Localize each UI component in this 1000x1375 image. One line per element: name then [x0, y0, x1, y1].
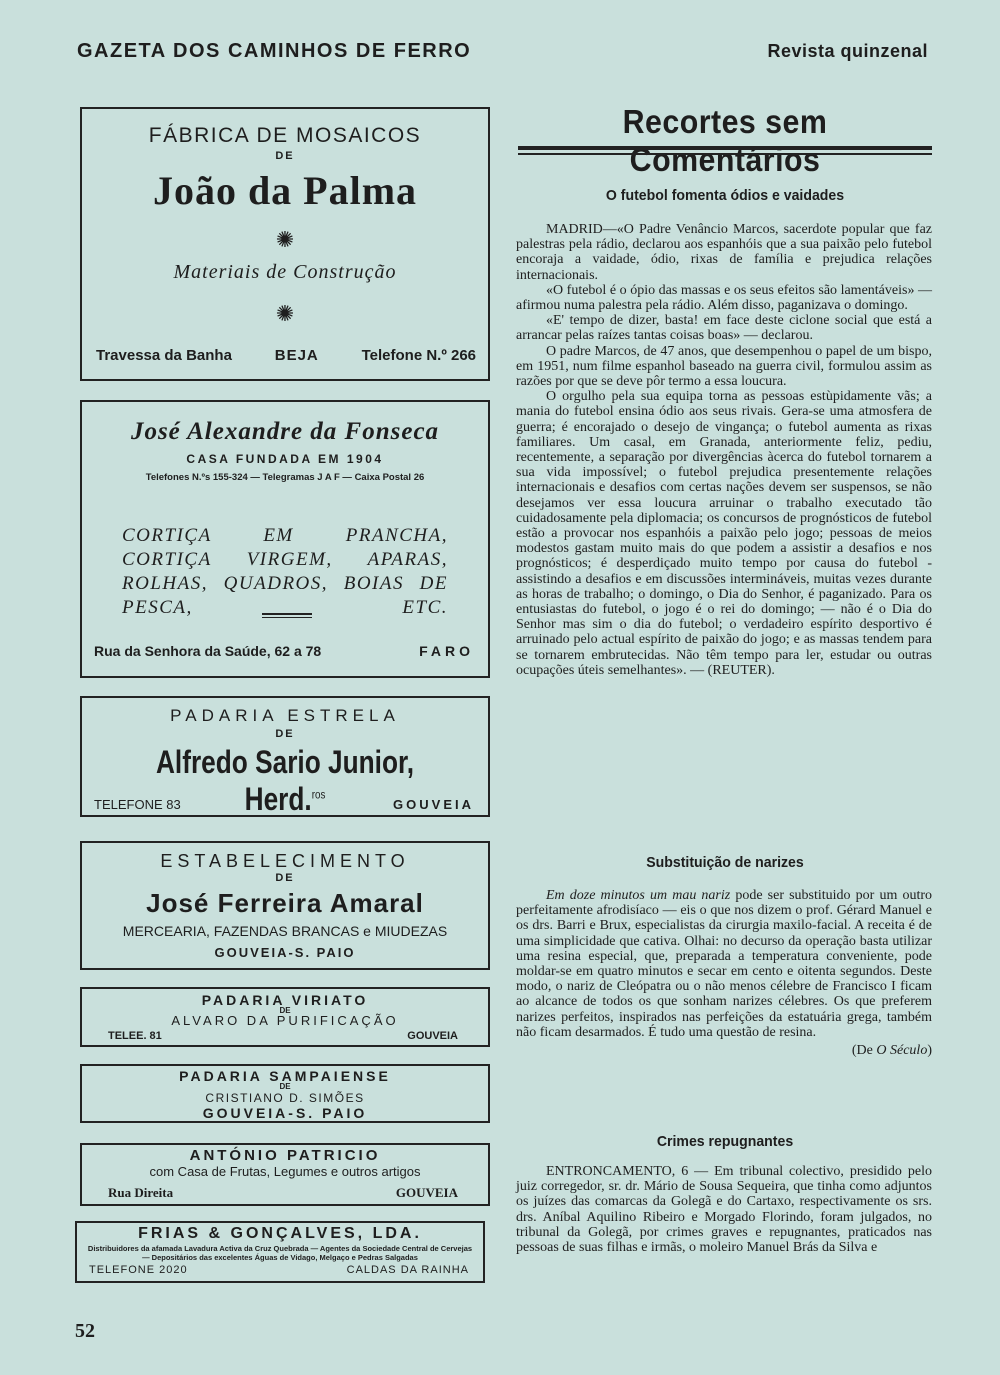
ad-mosaicos-address: Travessa da Banha: [96, 347, 232, 364]
ad-amaral: [80, 841, 490, 970]
article-title: Crimes repugnantes: [656, 1133, 794, 1150]
ad-fonseca-contacts: Telefones N.ºs 155-324 — Telegramas J A F — Caixa Postal 26: [145, 472, 425, 483]
ad-viriato-owner: ALVARO DA PURIFICAÇÃO: [171, 1013, 399, 1028]
column-title: Recortes sem Comentários: [622, 103, 828, 178]
journal-title: GAZETA DOS CAMINHOS DE FERRO: [77, 40, 472, 62]
article-lead: Em doze minutos um mau nariz: [546, 888, 731, 903]
ad-sampaiense-de: DE: [279, 1082, 291, 1091]
ad-sampaiense: [80, 1064, 490, 1123]
ad-amaral-name: José Ferreira Amaral: [146, 888, 424, 918]
ad-fonseca: [80, 400, 490, 678]
source-suffix: ): [927, 1043, 932, 1059]
ad-patricio-address: Rua Direita: [108, 1185, 174, 1200]
article-title: Substituição de narizes: [646, 854, 804, 871]
swirl-ornament-icon: ✺: [275, 301, 295, 326]
ad-frias-city: CALDAS DA RAINHA: [346, 1264, 469, 1276]
ad-frias-name: FRIAS & GONÇALVES, LDA.: [138, 1225, 422, 1242]
ad-patricio-name: ANTÓNIO PATRICIO: [189, 1147, 381, 1164]
ad-viriato-de: DE: [279, 1006, 291, 1015]
ad-patricio-products: com Casa de Frutas, Legumes e outros artigos: [149, 1164, 421, 1179]
ad-amaral-city: GOUVEIA-S. PAIO: [214, 945, 356, 960]
ad-amaral-products: MERCEARIA, FAZENDAS BRANCAS e MIUDEZAS: [122, 923, 448, 939]
divider: [262, 613, 312, 618]
article-paragraph: «O futebol é o ópio das massas e os seus efeitos são lamentáveis» — afirmou numa palestra pela rádio. Além disso, paganizava o domingo.: [516, 282, 932, 314]
article-body: [516, 1164, 932, 1255]
article-source: [516, 1043, 932, 1058]
ad-frias-line2: Distribuidores da afamada Lavadura Activa da Cruz Quebrada — Agentes da Sociedade Central de Cervejas — Depositários das excelentes Águas de Vidago, Melgaço e Pedras Salgadas: [87, 1244, 473, 1262]
ad-amaral-line1: ESTABELECIMENTO: [160, 851, 410, 871]
ad-fonseca-address: Rua da Senhora da Saúde, 62 a 78: [94, 643, 322, 659]
ad-fonseca-founded: CASA FUNDADA EM 1904: [186, 452, 384, 466]
ad-mosaicos-de: DE: [275, 150, 295, 162]
ad-estrela-de: DE: [275, 728, 295, 740]
ad-fonseca-products: CORTIÇA EM PRANCHA, CORTIÇA VIRGEM, APARAS, ROLHAS, QUADROS, BOIAS DE PESCA, ETC.: [122, 525, 448, 618]
article-body: [516, 888, 932, 1058]
ad-sampaiense-line1: PADARIA SAMPAIENSE: [179, 1068, 391, 1084]
ad-viriato-city: GOUVEIA: [407, 1030, 458, 1042]
ad-estrela-sup: ros: [311, 787, 326, 802]
article-paragraph: O padre Marcos, de 47 anos, que desempenhou o papel de um bispo, em 1951, num filme espanhol baseado na guerra civil, formulou assim as razões por que se deve pôr termo a essa loucura.: [516, 343, 932, 390]
article-paragraph: MADRID—«O Padre Venâncio Marcos, sacerdote popular que faz palestras pela rádio, declarou aos espanhóis que a sua paixão pelo futebol encoraja a vaidade, ódio, rixas de família e prejudica relações internacionais.: [516, 222, 932, 283]
ad-mosaicos-tagline: Materiais de Construção: [173, 261, 397, 283]
ad-fonseca-city: FARO: [419, 643, 474, 659]
divider: [518, 153, 932, 155]
ad-mosaicos-line1: FÁBRICA DE MOSAICOS: [148, 124, 422, 147]
ad-mosaicos-city: BEJA: [274, 347, 319, 364]
journal-subtitle: Revista quinzenal: [767, 41, 928, 61]
divider: [518, 146, 932, 150]
ad-estrela-phone: TELEFONE 83: [94, 797, 181, 812]
ad-viriato-phone: TELEE. 81: [108, 1030, 162, 1042]
ad-frias-phone: TELEFONE 2020: [89, 1264, 188, 1276]
article-body: [516, 222, 932, 678]
article-title: O futebol fomenta ódios e vaidades: [605, 187, 845, 204]
ad-viriato-line1: PADARIA VIRIATO: [201, 992, 369, 1008]
article-paragraph: [516, 888, 932, 1040]
swirl-ornament-icon: ✺: [275, 227, 295, 252]
ad-frias: [75, 1221, 485, 1283]
article-paragraph: «E' tempo de dizer, basta! em face deste ciclone social que está a arrancar pelas raízes tantas coisas boas» — declarou.: [516, 313, 932, 344]
article-text: pode ser substituido por um outro perfeitamente afrodisíaco — eis o que nos dizem o prof. Gérard Manuel e os drs. Barri e Brux, especialistas da cirurgia maxilo-facial. A receita é de uma simplicidade que cativa. Olhai: no decurso da operação basta utilizar uma resina especial, que, preparada a temperatura conveniente, pode moldar-se em quatro minutos e secar em cento e oitenta segundos. Deste modo, o nariz de Cleópatra ou o não menos célebre de Francisco I ficam ao alcance de todos os que sonham narizes célebres. Os que preferem narizes perfeitos, inspirados nas perfeições da estatuária grega, também não ficam desarmados. É tudo uma questão de resina.: [516, 888, 932, 1040]
article-paragraph: ENTRONCAMENTO, 6 — Em tribunal colectivo, presidido pelo juiz corregedor, sr. dr. Mário de Sousa Sequeira, que tinha como adjuntos os juízes das comarcas da Golegã e do Cartaxo, respectivamente os srs. drs. Aníbal Aquilino Ribeiro e Morgado Florindo, foram julgados, no tribunal da Golegã, por crimes graves e repugnantes, praticados nas pessoas de suas filhas e irmãs, o moleiro Manuel Brás da Silva e: [516, 1164, 932, 1256]
ad-estrela-name: Alfredo Sario Junior, Herd.: [155, 744, 415, 817]
ad-mosaicos-name: João da Palma: [152, 168, 418, 213]
source-prefix: (De: [851, 1043, 877, 1059]
ad-mosaicos-phone: Telefone N.º 266: [361, 347, 476, 364]
ad-amaral-de: DE: [275, 872, 295, 884]
article-paragraph: O orgulho pela sua equipa torna as pessoas estùpidamente vãs; a mania do futebol ensina ódio aos seus rivais. Gera-se uma atmosfera de guerra; é encorajado o desejo de vingança; o futebol aumenta as rixas familiares. Um casal, em Granada, anteriormente feliz, pediu, recentemente, a separação por divergências àcerca do futebol tornarem a sua vida impossível; o futebol prejudica presentemente relações internacionais e desafios com certas nações devem ser suspensos, se não desejamos ver essa loucura arruinar o trabalho executado tão cuidadosamente pela diplomacia; os concursos de prognósticos de futebol estão a provocar nos espanhóis a paixão pelo jogo; pessoas de meios modestos gastam muito mais do que podem a assistir a desafios e nos prognósticos; é desperdiçado muito tempo por causa do futebol - assistindo a desafios e em discussões intermináveis, muitas vezes durante as horas de trabalho; o domingo, o Dia do Senhor, é paganizado. Para os entusiastas do futebol, o jogo é o rei do domingo; — não é o Dia do Senhor mas sim o dia do futebol; o verdadeiro espírito desportivo é arruinado pelo actual espírito de paixão do jogo; e as massas tendem para se tornarem embrutecidas. Não têm tempo para ler, estudar ou outras ocupações úteis semelhantes». — (REUTER).: [516, 389, 932, 678]
ad-mosaicos: [80, 107, 490, 381]
ad-sampaiense-city: GOUVEIA-S. PAIO: [202, 1105, 368, 1121]
source-name: O Século: [876, 1043, 928, 1059]
ad-estrela-line1: PADARIA ESTRELA: [170, 706, 400, 725]
ad-patricio: [80, 1143, 490, 1206]
ad-fonseca-name: José Alexandre da Fonseca: [130, 418, 440, 445]
ad-estrela: [80, 696, 490, 817]
ad-sampaiense-owner: CRISTIANO D. SIMÕES: [205, 1091, 365, 1105]
ad-estrela-city: GOUVEIA: [393, 797, 474, 812]
ad-viriato: [80, 987, 490, 1047]
ad-patricio-city: GOUVEIA: [395, 1185, 458, 1200]
page-number: 52: [75, 1320, 95, 1342]
